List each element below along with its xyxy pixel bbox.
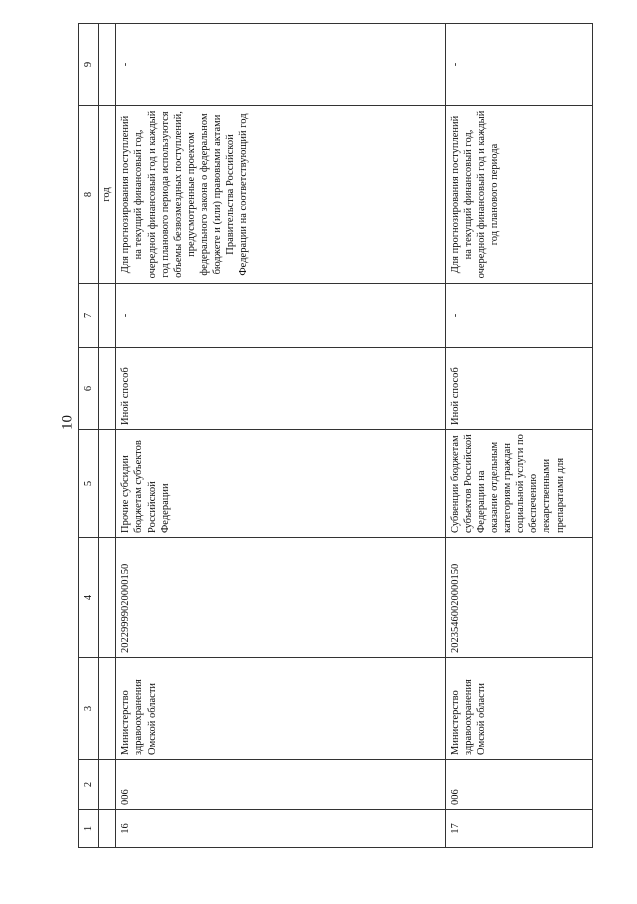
row-col9: - (116, 24, 445, 106)
row-method: Иной способ (116, 348, 445, 430)
row-code: 006 (445, 760, 592, 810)
row-code: 006 (116, 760, 445, 810)
row-name: Субвенции бюджетам субъектов Российской Федерации на оказание отдельным категориям граждан социальной услуги по обеспечению лекарственными препаратами для (445, 430, 592, 538)
header-cell-8: 8 (79, 106, 99, 284)
row-col9: - (445, 24, 592, 106)
row-description: Для прогнозирования поступлений на текущий финансовый год, очередной финансовый год и каждый год планового периода (445, 106, 592, 284)
header-cell-3: 3 (79, 658, 99, 760)
data-table (78, 23, 593, 848)
rotated-table-container (78, 24, 593, 848)
row-org: Министерство здравоохранения Омской области (445, 658, 592, 760)
row-kbk: 20235460020000150 (445, 538, 592, 658)
row-org: Министерство здравоохранения Омской области (116, 658, 445, 760)
row-col7: - (116, 284, 445, 348)
header-cell-5: 5 (79, 430, 99, 538)
row-method: Иной способ (445, 348, 592, 430)
table-row (445, 24, 592, 848)
row-number: 17 (445, 810, 592, 848)
row-kbk: 20229999020000150 (116, 538, 445, 658)
header-cell-2: 2 (79, 760, 99, 810)
header-cell-9: 9 (79, 24, 99, 106)
row-description: Для прогнозирования поступлений на текущий финансовый год, очередной финансовый год и каждый год планового периода используются объемы безвозмездных поступлений, предусмотренные проектом федерального закона о федеральном бюджете и (или) правовыми актами Правительства Российской Федерации на соответствующий год (116, 106, 445, 284)
header-row (79, 24, 99, 848)
continuation-text: год (98, 106, 116, 284)
row-number: 16 (116, 810, 445, 848)
header-cell-4: 4 (79, 538, 99, 658)
row-name: Прочие субсидии бюджетам субъектов Российской Федерации (116, 430, 445, 538)
header-cell-7: 7 (79, 284, 99, 348)
header-cell-6: 6 (79, 348, 99, 430)
header-cell-1: 1 (79, 810, 99, 848)
continuation-row (98, 24, 116, 848)
table-row (116, 24, 445, 848)
page-number: 10 (59, 415, 76, 430)
row-col7: - (445, 284, 592, 348)
